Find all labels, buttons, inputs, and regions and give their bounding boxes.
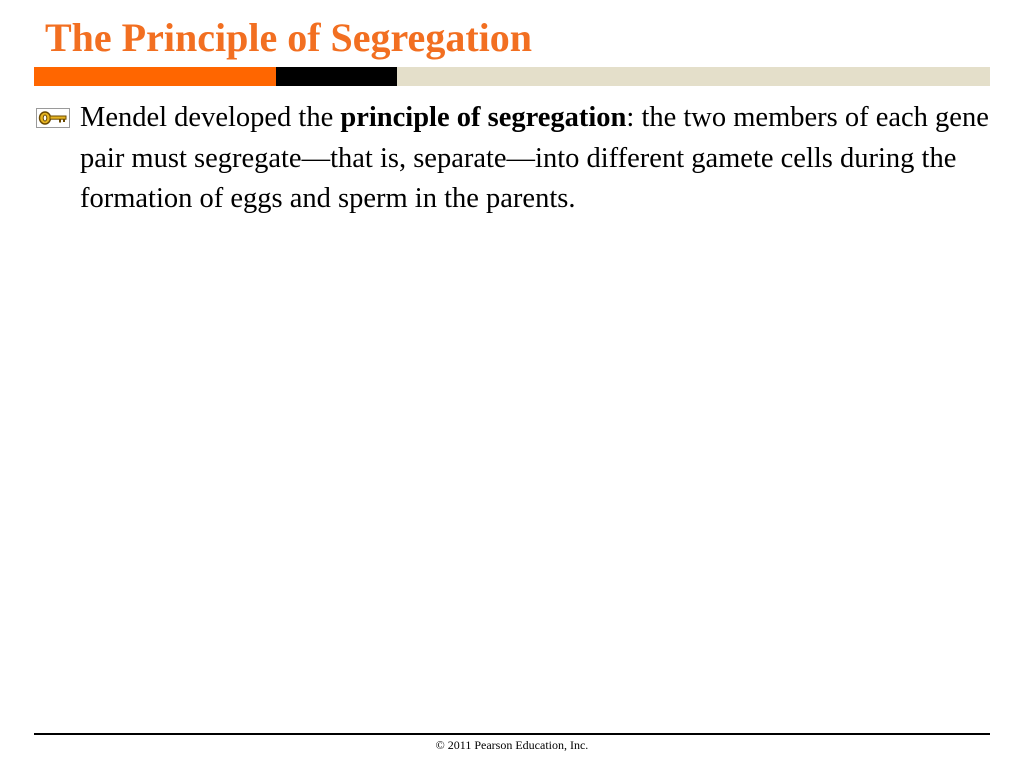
bullet-text <box>80 98 992 220</box>
bullet-item <box>36 98 992 220</box>
title-bar-orange-segment <box>34 67 276 86</box>
title-bar-tan-segment <box>397 67 990 86</box>
title-underline-bar <box>34 67 990 86</box>
slide-title: The Principle of Segregation <box>45 15 532 60</box>
bullet-text-lead: Mendel developed the <box>80 102 341 133</box>
footer-copyright: © 2011 Pearson Education, Inc. <box>435 738 589 752</box>
key-icon <box>36 106 70 130</box>
footer-divider <box>34 733 990 735</box>
bullet-bold-term: principle of segregation <box>340 102 627 133</box>
title-bar-black-segment <box>276 67 397 86</box>
bullet-text-rest: : the two members of each gene pair must segregate—that is, separate—into different gamete cells during the formation of eggs and sperm in the parents. <box>80 102 989 214</box>
